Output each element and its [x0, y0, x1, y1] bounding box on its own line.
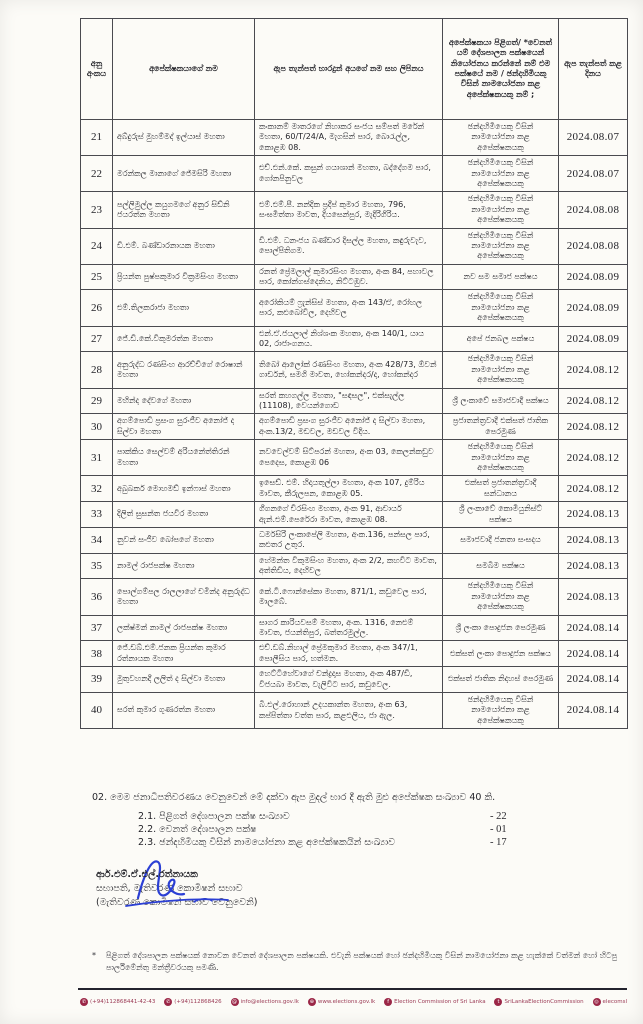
summary-section: [92, 792, 620, 850]
table-row: [81, 553, 628, 579]
cell-date: 2024.08.12: [559, 414, 628, 440]
cell-date: 2024.08.09: [559, 264, 628, 290]
cell-no: 25: [81, 264, 113, 290]
cell-depositor: කේ.ටී.ෆොන්සේකා මහතා, 871/1, කඩුවෙල පාර, මාලබේ.: [255, 579, 443, 615]
table-row: [81, 192, 628, 228]
signatory-name: ආර්.එම්.ඒ.එල්.රත්නායක: [96, 869, 198, 880]
candidate-rows: [81, 120, 628, 729]
facebook-icon: f: [384, 998, 392, 1006]
cell-no: 38: [81, 641, 113, 667]
cell-no: 24: [81, 228, 113, 264]
cell-date: 2024.08.08: [559, 192, 628, 228]
cell-date: 2024.08.14: [559, 692, 628, 728]
cell-no: 28: [81, 352, 113, 388]
cell-party: සමාජවාදී ජනතා සංසදය: [443, 527, 559, 553]
summary-item-value: - 17: [490, 837, 507, 848]
cell-name: මරන්කල මානාගේ ජේමසිරි මහතා: [113, 156, 255, 192]
cell-name: ලක්ෂ්මන් නාමල් රාජපක්ෂ මහතා: [113, 615, 255, 641]
cell-depositor: අගම්පොඩි ප්‍රසංග සුරංජීව අනෝජ් ද සිල්වා මහතා, අංක.13/2, මඩවල, මඩවල වීදිය.: [255, 414, 443, 440]
cell-party: එක්සත් ජාතික නිදහස් පෙරමුණ: [443, 667, 559, 693]
cell-date: 2024.08.13: [559, 527, 628, 553]
twitter-icon: t: [494, 998, 502, 1006]
table-row: [81, 692, 628, 728]
cell-date: 2024.08.14: [559, 641, 628, 667]
footer-divider: [78, 988, 627, 990]
summary-item: [138, 811, 620, 822]
cell-name: මුතුවහනදී ලලිත් ද සිල්වා මහතා: [113, 667, 255, 693]
table-row: [81, 228, 628, 264]
cell-name: නාමල් රාජපක්ෂ මහතා: [113, 553, 255, 579]
cell-depositor: එන්.ඒ.ජයලාල් නිශ්ශංක මහතා, අංක 140/1, යාය 02, රාජාංගනය.: [255, 326, 443, 352]
footer-contact-item[interactable]: [384, 998, 485, 1006]
cell-no: 21: [81, 120, 113, 156]
table-row: [81, 527, 628, 553]
summary-item-label: 2.3. ඡන්දහිමියකු විසින් නාමයෝජනා කළ අපේක්ෂකයින් සංඛ්‍යාව: [138, 837, 396, 848]
header-candidate-name: අපේක්ෂකයාගේ නම: [113, 19, 255, 120]
cell-depositor: නවවෙල්වම් සිට්පරන් මහතා, අංක 03, කෙලන්කඩුව පෙදෙස, කොළඹ 06: [255, 440, 443, 476]
cell-depositor: එච්.ඩබ්.නිහාල් ප්‍රේමකුමාර මහතා, අංක 347/1, පොලීසිය පාර, හත්මන.: [255, 641, 443, 667]
cell-name: අබ්දුරුස් මුහම්මද් ඉල්යාස් මහතා: [113, 120, 255, 156]
cell-depositor: එච්.එන්.කේ. කසුන් ගයාශාන් මහතා, බද්දේගම පාර, ගෝනපිනුවල: [255, 156, 443, 192]
cell-name: මහින්ද දේවගේ මහතා: [113, 388, 255, 414]
table-row: [81, 440, 628, 476]
cell-no: 33: [81, 502, 113, 528]
cell-party: ඡන්දහිමියෙකු විසින් නාමයෝජනා කළ අපේක්ෂකයකු: [443, 290, 559, 326]
cell-no: 23: [81, 192, 113, 228]
cell-date: 2024.08.14: [559, 667, 628, 693]
cell-party: ඡන්දහිමියෙකු විසින් නාමයෝජනා කළ අපේක්ෂකයකු: [443, 120, 559, 156]
cell-no: 22: [81, 156, 113, 192]
cell-date: 2024.08.09: [559, 290, 628, 326]
footer-contact-item[interactable]: [164, 998, 221, 1006]
summary-heading: 02. මෙම ජනාධිපතිවරණය වෙනුවෙන් මේ දක්වා ඇප මුදල් භාර දී ඇති මුළු අපේක්ෂක සංඛ්‍යාව 40 කි.: [92, 792, 496, 803]
cell-name: පල්ලිමුල්ල කයුගමගේ අනුර සිඩ්නි ජයරත්න මහතා: [113, 192, 255, 228]
cell-name: සරත් කුමාර ගුණරත්න මහතා: [113, 692, 255, 728]
cell-party: ඡන්දහිමියෙකු විසින් නාමයෝජනා කළ අපේක්ෂකයකු: [443, 228, 559, 264]
table-row: [81, 641, 628, 667]
table-row: [81, 502, 628, 528]
table-row: [81, 615, 628, 641]
cell-name: එම්.තිලකරාජා මහතා: [113, 290, 255, 326]
summary-item-value: - 22: [490, 811, 507, 822]
table-row: [81, 667, 628, 693]
table-row: [81, 414, 628, 440]
footer-contact-text: (+94)112868426: [174, 999, 222, 1005]
cell-depositor: හේමන්ත විකුමසිංහ මහතා, අංක 2/2, කහවිට මාවත, අත්තිඩිය, දෙහිවල: [255, 553, 443, 579]
footnote-marker: *: [92, 951, 96, 960]
footer-contact-item[interactable]: [494, 998, 583, 1006]
summary-item-label: 2.1. පිළිගත් දේශපාලන පක්ෂ සංඛ්‍යාව: [138, 811, 290, 822]
footer-contact-item[interactable]: [231, 998, 299, 1006]
cell-depositor: රනත් ප්‍රේමලාල් කුමාරසිංහ මහතා, අංක 84, පහාවල පාර, කෝන්ගස්දෙනිය, නිට්ටඹුව.: [255, 264, 443, 290]
summary-item-value: - 01: [490, 824, 507, 835]
cell-party: ඡන්දහිමියෙකු විසින් නාමයෝජනා කළ අපේක්ෂකයකු: [443, 352, 559, 388]
summary-item: [138, 824, 620, 835]
cell-party: ඡන්දහිමියෙකු විසින් නාමයෝජනා කළ අපේක්ෂකයකු: [443, 579, 559, 615]
cell-no: 34: [81, 527, 113, 553]
cell-depositor: තිබෝ ආලෝක් රණසිංහ මහතා, අංක 428/73, ඕවන් ගාර්ඩන්, සමගි මාවත, හෝකන්දර/ද, හෝකන්දර: [255, 352, 443, 388]
table-row: [81, 388, 628, 414]
signature-ink: [124, 854, 274, 914]
cell-depositor: ඩී.එම්. ධනංජය බණ්ඩාර දිසල්ල මහතා, කඳුරුවැව, පොල්පිතිගම.: [255, 228, 443, 264]
signatory-title: සභාපති, මැතිවරණ කොමිෂන් සභාව: [96, 882, 243, 894]
cell-name: පාක්කිය සෙල්වම් අරියනේත්තිරන් මහතා: [113, 440, 255, 476]
cell-name: අගම්පොඩි ප්‍රසංග සුරංජීව අනෝජ් ද සිල්වා මහතා: [113, 414, 255, 440]
cell-name: නුවන් සංජීව බෝපගේ මහතා: [113, 527, 255, 553]
cell-no: 36: [81, 579, 113, 615]
cell-date: 2024.08.07: [559, 156, 628, 192]
table-row: [81, 352, 628, 388]
table-row: [81, 579, 628, 615]
cell-depositor: අරෝකියම් ෆ්‍රැන්සිස් මහතා, අංක 143/ඒ, රෝහල පාර, කළුබෝවිල, දෙහිවල: [255, 290, 443, 326]
instagram-icon: ◎: [594, 998, 599, 1005]
footer-contact-text: info@elections.gov.lk: [240, 999, 299, 1005]
cell-date: 2024.08.09: [559, 326, 628, 352]
cell-name: අනුරුද්ධ රණසිංහ ආරච්චිගේ රොෂාන් මහතා: [113, 352, 255, 388]
contact-footer: [80, 998, 627, 1006]
header-depositor-name-address: ඇප තැන්පත් භාරදුන් අයගේ නම සහ ලිපිනය: [255, 19, 443, 120]
cell-depositor: ඉසෙඩ්. එම්. හිදායතුල්ලා මහතා, අංක 107, දුම්රිය මාවත, කීරුලපන, කොළඹ 05.: [255, 476, 443, 502]
cell-depositor: ධර්මසිරි ලංකාපේලි මහතා, අංක.136, පන්සල පාර, කළුතර උතුර.: [255, 527, 443, 553]
fax-icon: ✆: [166, 998, 171, 1005]
cell-date: 2024.08.12: [559, 476, 628, 502]
footer-contact-text: (+94)112868441-42-43: [90, 999, 156, 1005]
cell-no: 40: [81, 692, 113, 728]
cell-party: ඡන්දහිමියෙකු විසින් නාමයෝජනා කළ අපේක්ෂකයකු: [443, 440, 559, 476]
cell-party: සමබිම පක්ෂය: [443, 553, 559, 579]
table-row: [81, 120, 628, 156]
cell-name: ජේ.ඩී.කේ.විකුමරත්න මහතා: [113, 326, 255, 352]
table-row: [81, 264, 628, 290]
cell-name: ප්‍රියන්ත පුෂ්පකුමාර වික්‍රමසිංහ මහතා: [113, 264, 255, 290]
cell-date: 2024.08.08: [559, 228, 628, 264]
footer-contact-item[interactable]: [593, 998, 627, 1006]
table-row: [81, 326, 628, 352]
cell-party: ඡන්දහිමියෙකු විසින් නාමයෝජනා කළ අපේක්ෂකයකු: [443, 192, 559, 228]
cell-name: දිලිත් සුසන්ත ජයවීර මහතා: [113, 502, 255, 528]
cell-no: 27: [81, 326, 113, 352]
signatory-on-behalf: (මැතිවරණ කොමිෂන් සභාව වෙනුවෙනි): [96, 896, 258, 908]
phone-icon: ✆: [81, 998, 87, 1005]
header-party: අපේක්ෂකයා පිළිගත්/ *වෙනත් යම් දේශපාලන පක්ෂයෙන් නියෝජනය කරන්නේ නම් එම පක්ෂයේ නම / ඡන්දහිමියකු විසින් නාමයෝජනා කළ අපේක්ෂකයකු නම් ;: [443, 19, 559, 120]
table-row: [81, 156, 628, 192]
cell-party: අපේ ජනබල පක්ෂය: [443, 326, 559, 352]
cell-name: අබුබකර් මොහමඩ් ඉන්ෆාස් මහතා: [113, 476, 255, 502]
cell-depositor: කංකානම් මාතරගේ නිහාකර සංජය සම්පත් මරේන් මහතා, 60/T/24/A, මැගසින් පාර, බොරැල්ල, කොළඹ 08.: [255, 120, 443, 156]
signature-block: [96, 868, 516, 909]
table-header-row: [81, 19, 628, 120]
cell-date: 2024.08.12: [559, 440, 628, 476]
cell-no: 26: [81, 290, 113, 326]
footnote-text: පිළිගත් දේශපාලන පක්ෂයක් නොවන වෙනත් දේශපාලන පක්ෂයකි. එවැනි පක්ෂයක් හෝ ඡන්දහිමියකු විසින් නාමයෝජනා කළ හැක්කේ වත්මන් හෝ හිටපු පාර්ලිමේන්තු මන්ත්‍රීවරයකු පමණි.: [106, 951, 618, 972]
table-row: [81, 290, 628, 326]
cell-party: එක්සත් ලංකා පොදුජන පක්ෂය: [443, 641, 559, 667]
cell-party: එක්සත් ප්‍රජාතන්ත්‍රවාදී සන්ධානය: [443, 476, 559, 502]
header-serial-number: අනු අංකය: [81, 19, 113, 120]
cell-party: ඡන්දහිමියෙකු විසින් නාමයෝජනා කළ අපේක්ෂකයකු: [443, 692, 559, 728]
cell-no: 29: [81, 388, 113, 414]
footer-contact-item[interactable]: [308, 998, 375, 1006]
email-icon: @: [232, 998, 238, 1005]
table-header: [81, 19, 628, 120]
footer-contact-text: Election Commission of Sri Lanka: [394, 999, 486, 1005]
cell-depositor: හෙට්ටිහේවාගේ චන්ද්‍රදාස මහතා, අංක 487/ඩී, විජයබා මාවත, වැලිවිට පාර, කඩුවෙල.: [255, 667, 443, 693]
cell-depositor: සරත් කහගල්ල මහතා, "සඳසල", එක්සැල්ල (11108), වෙයන්ගොඩ: [255, 388, 443, 414]
footer-contact-text: SriLankaElectionCommission: [504, 999, 584, 1005]
table-row: [81, 476, 628, 502]
summary-list: [138, 811, 620, 848]
cell-no: 31: [81, 440, 113, 476]
cell-party: නව සම සමාජ පක්ෂය: [443, 264, 559, 290]
summary-item-label: 2.2. වෙනත් දේශපාලන පක්ෂ: [138, 824, 257, 835]
globe-icon: ⊕: [309, 998, 314, 1005]
footer-contact-text: www.elections.gov.lk: [317, 999, 376, 1005]
cell-date: 2024.08.12: [559, 388, 628, 414]
cell-date: 2024.08.13: [559, 579, 628, 615]
candidate-deposits-table: [80, 18, 628, 729]
cell-date: 2024.08.13: [559, 553, 628, 579]
cell-date: 2024.08.12: [559, 352, 628, 388]
cell-date: 2024.08.07: [559, 120, 628, 156]
cell-depositor: සාගර කාරියවසම් මහතා, අංක. 1316, නෙළුම් මාවත, ජයන්තිපුර, බත්තරමුල්ල.: [255, 615, 443, 641]
cell-no: 39: [81, 667, 113, 693]
cell-party: ප්‍රජාතන්ත්‍රවාදී එක්සත් ජාතික පෙරමුණ: [443, 414, 559, 440]
cell-date: 2024.08.13: [559, 502, 628, 528]
cell-name: ජේ.ඩබ්.එම්.ජනක ප්‍රියන්ත කුමාර රත්නායක මහතා: [113, 641, 255, 667]
header-deposit-date: ඇප තැන්පත් කළ දිනය: [559, 19, 628, 120]
cell-party: ශ්‍රී ලංකාවේ සමාජවාදී පක්ෂය: [443, 388, 559, 414]
cell-no: 32: [81, 476, 113, 502]
summary-item: [138, 837, 620, 848]
footnote: [92, 950, 622, 974]
cell-party: ශ්‍රී ලංකාවේ කොමියුනිස්ට් පක්ෂය: [443, 502, 559, 528]
cell-name: පොල්ගම්පල රාලලාගේ චමින්ද අනුරුද්ධ මහතා: [113, 579, 255, 615]
cell-party: ශ්‍රී ලංකා පොදුජන පෙරමුණ: [443, 615, 559, 641]
cell-name: ඩී.එම්. බණ්ඩාරනායක මහතා: [113, 228, 255, 264]
cell-party: ඡන්දහිමියෙකු විසින් නාමයෝජනා කළ අපේක්ෂකයකු: [443, 156, 559, 192]
cell-depositor: බී.එල්.රොහාන් උදයකාන්ත මහතා, අංක 63, කප්පිත්තා වත්ත පාර, කළඑලිය, ජා ඇල.: [255, 692, 443, 728]
cell-depositor: ගීගනගේ චිරසිංහ මහතා, අංක 91, ආචාර්ය ඇන්.එම්.පෙරේරා මාවත, කොළඹ 08.: [255, 502, 443, 528]
footer-contact-item[interactable]: [80, 998, 155, 1006]
cell-no: 35: [81, 553, 113, 579]
cell-depositor: එම්.එම්.පී. නන්දික ප්‍රදීප් කුමාර මහතා, 796, සංඝමිත්තා මාවත, දියසෙන්පුර, මැදිරිගිරිය.: [255, 192, 443, 228]
cell-no: 37: [81, 615, 113, 641]
cell-no: 30: [81, 414, 113, 440]
footer-contact-text: elecomsl: [602, 999, 627, 1005]
cell-date: 2024.08.14: [559, 615, 628, 641]
